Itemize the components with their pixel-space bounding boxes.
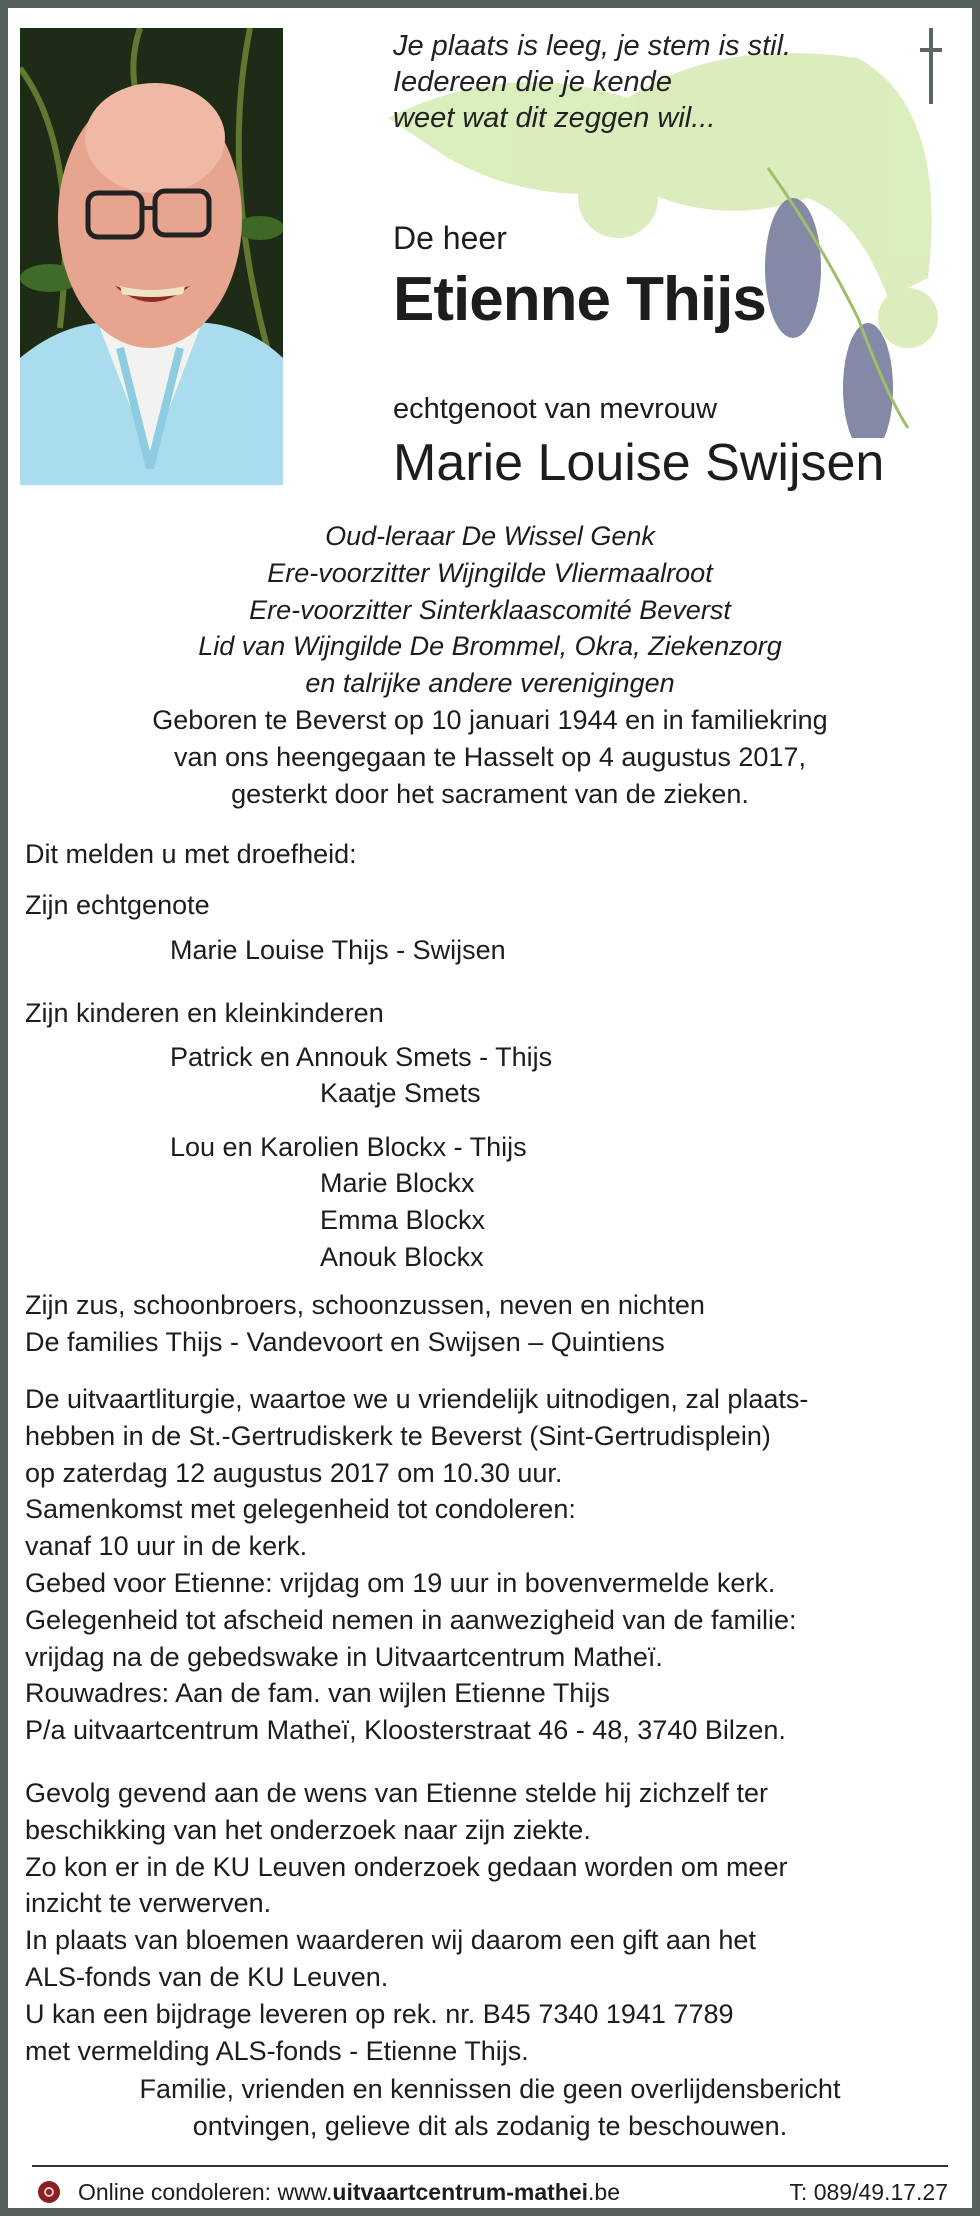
funeral-line: op zaterdag 12 augustus 2017 om 10.30 uur. <box>25 1457 563 1488</box>
birth-death-info <box>8 702 972 812</box>
deceased-name: Etienne Thijs <box>393 265 766 334</box>
role-line: Lid van Wijngilde De Brommel, Okra, Ziekenzorg <box>198 631 782 662</box>
donation-line: beschikking van het onderzoek naar zijn ziekte. <box>25 1814 591 1845</box>
donation-details <box>25 1775 787 2069</box>
funeral-line: Rouwadres: Aan de fam. van wijlen Etienne Thijs <box>25 1678 610 1709</box>
condolence-link[interactable] <box>78 2179 620 2206</box>
announcement-intro: Dit melden u met droefheid: <box>25 839 357 869</box>
obituary-card <box>8 8 972 2208</box>
funeral-line: Gelegenheid tot afscheid nemen in aanwezigheid van de familie: <box>25 1604 797 1635</box>
quote-line: Iedereen die je kende <box>393 66 672 98</box>
grandchild-entry: Marie Blockx <box>320 1168 475 1198</box>
funeral-line: Gebed voor Etienne: vrijdag om 19 uur in bovenvermelde kerk. <box>25 1567 776 1598</box>
child-entry: Lou en Karolien Blockx - Thijs <box>170 1132 527 1162</box>
quote-line: Je plaats is leeg, je stem is stil. <box>393 30 792 62</box>
children-label: Zijn kinderen en kleinkinderen <box>25 998 384 1028</box>
cross-icon <box>920 28 942 104</box>
relatives-line: De families Thijs - Vandevoort en Swijsen – Quintiens <box>25 1327 665 1357</box>
role-line: Ere-voorzitter Sinterklaascomité Beverst <box>249 594 731 625</box>
closing-note <box>8 2071 972 2145</box>
rose-logo-icon <box>38 2181 60 2203</box>
donation-line: Gevolg gevend aan de wens van Etienne stelde hij zichzelf ter <box>25 1778 768 1808</box>
funeral-details <box>25 1381 808 1749</box>
donation-line: ALS-fonds van de KU Leuven. <box>25 1961 389 1992</box>
spouse-label: Zijn echtgenote <box>25 890 210 920</box>
condolence-url[interactable]: uitvaartcentrum-mathei <box>332 2178 589 2205</box>
closing-line: ontvingen, gelieve dit als zodanig te beschouwen. <box>192 2110 788 2141</box>
role-line: Oud-leraar De Wissel Genk <box>325 521 655 551</box>
grandchild-entry: Anouk Blockx <box>320 1242 484 1272</box>
funeral-line: Samenkomst met gelegenheid tot condoleren: <box>25 1494 576 1525</box>
footer <box>32 2174 948 2210</box>
role-line: Ere-voorzitter Wijngilde Vliermaalroot <box>267 557 713 588</box>
funeral-line: vanaf 10 uur in de kerk. <box>25 1531 308 1562</box>
title-prefix: De heer <box>393 220 507 256</box>
quote-line: weet wat dit zeggen wil... <box>393 102 716 134</box>
relatives-line: Zijn zus, schoonbroers, schoonzussen, neven en nichten <box>25 1290 705 1320</box>
portrait-photo <box>20 28 283 485</box>
child-entry: Patrick en Annouk Smets - Thijs <box>170 1042 553 1072</box>
donation-line: met vermelding ALS-fonds - Etienne Thijs. <box>25 2035 529 2066</box>
donation-line: Zo kon er in de KU Leuven onderzoek gedaan worden om meer <box>25 1851 788 1882</box>
condolence-tld: .be <box>588 2178 621 2205</box>
donation-line: inzicht te verwerven. <box>25 1888 272 1919</box>
birth-death-line: van ons heengegaan te Hasselt op 4 augustus 2017, <box>174 741 806 772</box>
funeral-line: De uitvaartliturgie, waartoe we u vriendelijk uitnodigen, zal plaats- <box>25 1384 809 1414</box>
birth-death-line: Geboren te Beverst op 10 januari 1944 en in familiekring <box>152 705 828 735</box>
grandchild-entry: Kaatje Smets <box>320 1078 481 1108</box>
condolence-label: Online condoleren: www. <box>78 2178 333 2205</box>
funeral-line: hebben in de St.-Gertrudiskerk te Beverst (Sint-Gertrudisplein) <box>25 1420 771 1451</box>
grandchild-entry: Emma Blockx <box>320 1205 486 1235</box>
donation-line: U kan een bijdrage leveren op rek. nr. B45 7340 1941 7789 <box>25 1998 734 2029</box>
closing-line: Familie, vrienden en kennissen die geen overlijdensbericht <box>139 2074 841 2104</box>
footer-divider <box>32 2165 948 2167</box>
funeral-line: vrijdag na de gebedswake in Uitvaartcentrum Matheï. <box>25 1641 663 1672</box>
role-line: en talrijke andere verenigingen <box>305 668 675 699</box>
spouse-name: Marie Louise Swijsen <box>393 434 885 492</box>
memorial-quote <box>393 28 791 136</box>
roles-list <box>8 518 972 702</box>
relation-text: echtgenoot van mevrouw <box>393 393 718 425</box>
phone-number: T: 089/49.17.27 <box>789 2178 948 2205</box>
funeral-line: P/a uitvaartcentrum Matheï, Kloosterstraat 46 - 48, 3740 Bilzen. <box>25 1715 786 1746</box>
spouse-entry: Marie Louise Thijs - Swijsen <box>170 935 506 965</box>
donation-line: In plaats van bloemen waarderen wij daarom een gift aan het <box>25 1925 756 1956</box>
birth-death-line: gesterkt door het sacrament van de zieken. <box>231 778 749 809</box>
